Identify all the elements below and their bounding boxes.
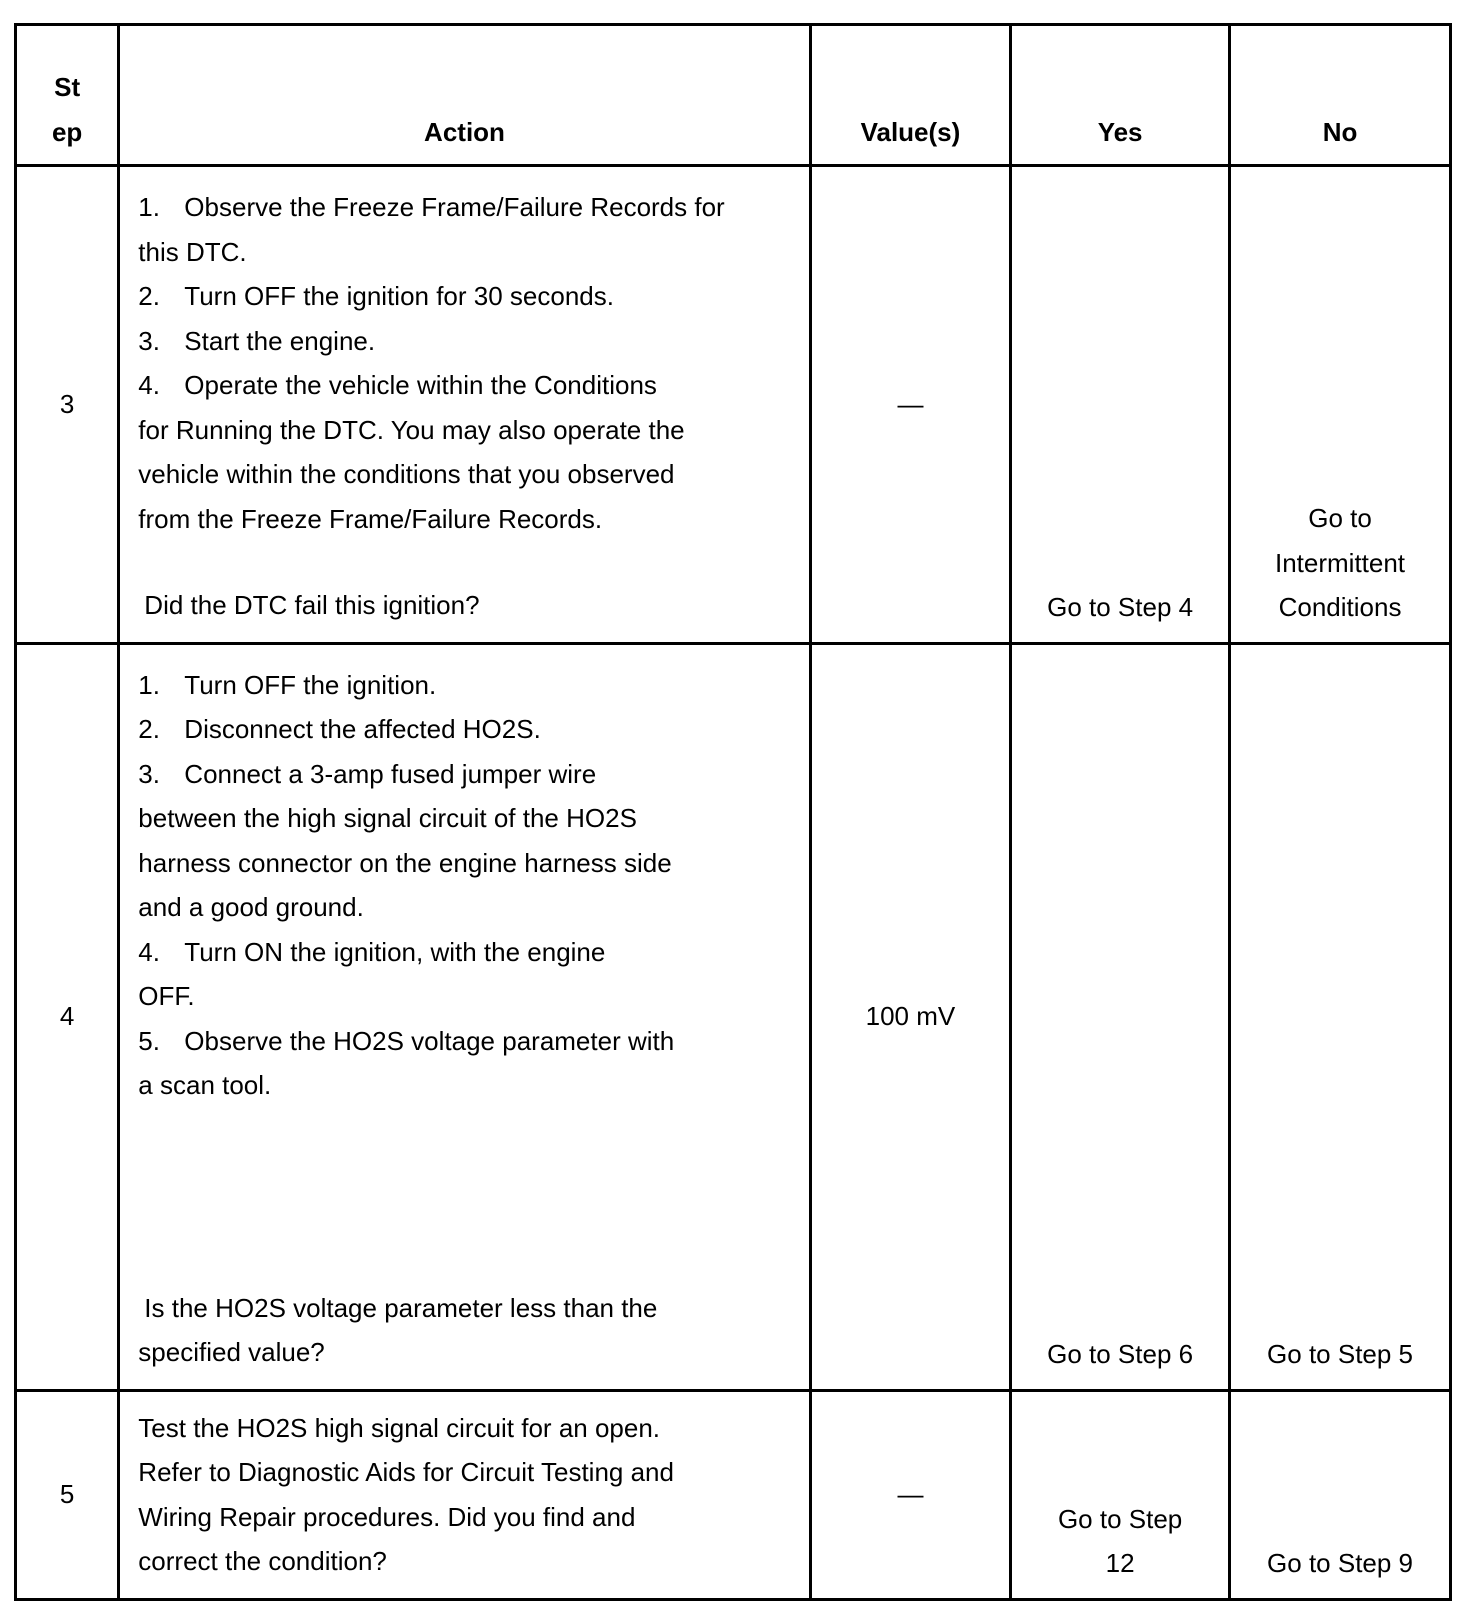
header-action: Action xyxy=(119,25,810,166)
header-yes: Yes xyxy=(1011,25,1230,166)
question-text: Is the HO2S voltage parameter less than the xyxy=(144,1292,658,1323)
header-no: No xyxy=(1230,25,1451,166)
table-row xyxy=(16,166,1451,644)
step-cell: 4 xyxy=(16,643,119,1390)
action-cell: 1. Observe the Freeze Frame/Failure Records for this DTC. 2. Turn OFF the ignition for 30 seconds. 3. Start the engine. 4. Operate the vehicle within the Conditions for Running the DTC. You may also operate the vehicle within the conditions that you observed from the Freeze Frame/Failure Records. Did the DTC fail this ignition? xyxy=(119,166,810,644)
value-cell: 100 mV xyxy=(810,643,1010,1390)
table-row xyxy=(16,643,1451,1390)
diagnostic-table xyxy=(14,23,1452,1601)
header-row xyxy=(16,25,1451,166)
no-cell: Go to Step 9 xyxy=(1230,1390,1451,1599)
step-cell: 5 xyxy=(16,1390,119,1599)
yes-cell: Go to Step 4 xyxy=(1011,166,1230,644)
no-cell: Go to Step 5 xyxy=(1230,643,1451,1390)
question-text-cont: specified value? xyxy=(138,1337,325,1367)
table-row xyxy=(16,1390,1451,1599)
action-cell: 1. Turn OFF the ignition. 2. Disconnect the affected HO2S. 3. Connect a 3-amp fused jumper wire between the high signal circuit of the HO2S harness connector on the engine harness side and a good ground. 4. Turn ON the ignition, with the engine OFF. 5. Observe the HO2S voltage parameter with a scan tool. Is the HO2S voltage parameter less than the specified value? xyxy=(119,643,810,1390)
action-cell: Test the HO2S high signal circuit for an open. Refer to Diagnostic Aids for Circuit Testing and Wiring Repair procedures. Did you find and correct the condition? xyxy=(119,1390,810,1599)
yes-cell: Go to Step 12 xyxy=(1011,1390,1230,1599)
value-cell: — xyxy=(810,1390,1010,1599)
yes-cell: Go to Step 6 xyxy=(1011,643,1230,1390)
step-cell: 3 xyxy=(16,166,119,644)
no-cell: Go to Intermittent Conditions xyxy=(1230,166,1451,644)
header-values: Value(s) xyxy=(810,25,1010,166)
question-text: Did the DTC fail this ignition? xyxy=(144,590,480,620)
value-cell: — xyxy=(810,166,1010,644)
header-step: St ep xyxy=(16,25,119,166)
